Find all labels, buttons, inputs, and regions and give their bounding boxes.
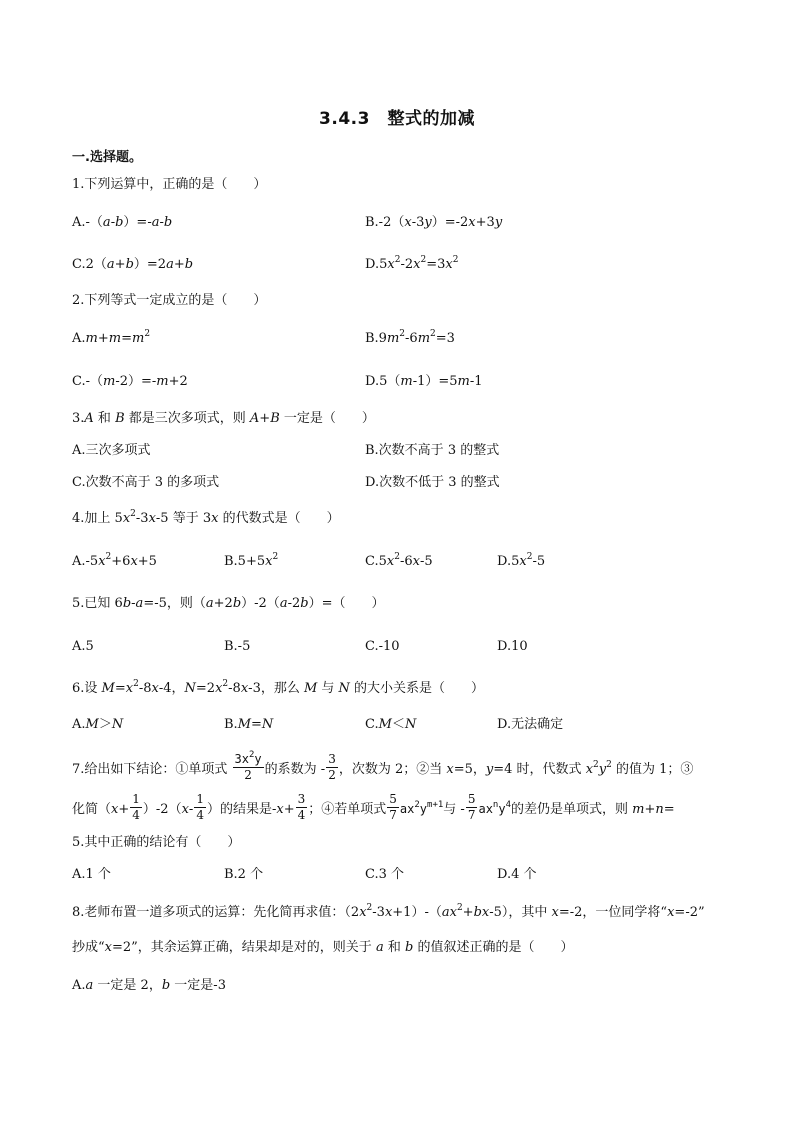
fraction: $\frac{3}{2}$ (328, 752, 336, 782)
question-3-stem: 3.A 和 B 都是三次多项式，则 A+B 一定是（ ） (72, 411, 375, 426)
question-6-option-c[interactable]: C.M＜N (365, 717, 417, 732)
fraction: $\frac{3x^2y}{2}$ (234, 750, 262, 782)
document-title: 3.4.3 整式的加减 (319, 109, 475, 129)
question-8-line-1: 8.老师布置一道多项式的运算：先化简再求值：$(2x^2-3x+1)-(ax^2+bx-5)$，其中 x=-2，一位同学将“x=-2” (72, 903, 705, 920)
question-1-option-c[interactable]: C.2（a+b）=2a+b (72, 257, 194, 272)
question-1-option-b[interactable]: B.-2（x-3y）=-2x+3y (365, 215, 503, 230)
fraction: $\frac{3}{4}$ (297, 792, 306, 822)
fraction: $\frac{5}{7}$ (389, 792, 397, 822)
section-heading: 一.选择题。 (72, 150, 142, 165)
question-7-option-b[interactable]: B.2 个 (224, 867, 264, 882)
fraction: $\frac{1}{4}$ (132, 792, 140, 822)
question-4-option-b[interactable]: $B.5+5x^2$ (224, 552, 279, 569)
question-7-line-3: 5.其中正确的结论有（ ） (72, 835, 241, 850)
question-7-option-a[interactable]: A.1 个 (72, 867, 111, 882)
question-4-option-a[interactable]: $A.-5x^2+6x+5$ (72, 552, 157, 569)
question-4-stem: 4.加上 $5x^2-3x-5$ 等于 3x 的代数式是（ ） (72, 509, 340, 526)
question-6-option-b[interactable]: B.M=N (224, 717, 274, 732)
question-7-option-d[interactable]: D.4 个 (497, 867, 537, 882)
question-4-option-c[interactable]: $C.5x^2-6x-5$ (365, 552, 433, 569)
question-8-line-2: 抄成“x=2”，其余运算正确，结果却是对的，则关于 a 和 b 的值叙述正确的是（ ） (72, 940, 574, 955)
question-3-option-d[interactable]: D.次数不低于 3 的整式 (365, 475, 500, 490)
fraction: $\frac{5}{7}$ (467, 792, 476, 822)
question-2-option-b[interactable]: $B.9m^2-6m^2=3$ (365, 329, 455, 346)
question-5-option-a[interactable]: A.5 (72, 639, 94, 654)
question-7-line-1: 7.给出如下结论：①单项式 $\frac{3x^2y}{2}$ 的系数为 - $\frac{3}{2}$ ，次数为 2；②当 x=5，y=4 时，代数式 $x^2y^2$ 的值为 1；③ (72, 750, 694, 782)
question-1-option-d[interactable]: $D.5x^2-2x^2=3x^2$ (365, 255, 459, 272)
question-8-option-a[interactable]: A.a 一定是 2，b 一定是-3 (72, 978, 226, 993)
question-2-option-a[interactable]: $A.m+m=m^2$ (72, 329, 151, 346)
question-2-stem: 2.下列等式一定成立的是（ ） (72, 293, 267, 308)
question-5-option-d[interactable]: D.10 (497, 639, 528, 654)
question-1-stem: 1.下列运算中，正确的是（ ） (72, 177, 267, 192)
question-6-option-a[interactable]: A.M＞N (72, 717, 124, 732)
question-3-option-c[interactable]: C.次数不高于 3 的多项式 (72, 475, 220, 490)
question-5-stem: 5.已知 6b-a=-5，则（a+2b）-2（a-2b）=（ ） (72, 596, 385, 611)
question-3-option-a[interactable]: A.三次多项式 (72, 443, 151, 458)
question-1-option-a[interactable]: A.-（a-b）=-a-b (72, 215, 173, 230)
question-5-option-c[interactable]: C.-10 (365, 639, 400, 654)
fraction: $\frac{1}{4}$ (196, 792, 204, 822)
question-6-stem: 6.设 $M=x^2-8x-4$，$N=2x^2-8x-3$，那么 M 与 N 的大小关系是（ ） (72, 679, 485, 696)
question-3-option-b[interactable]: B.次数不高于 3 的整式 (365, 443, 500, 458)
question-4-option-d[interactable]: $D.5x^2-5$ (497, 552, 546, 569)
question-7-line-2: 化简（x+ $\frac{1}{4}$ ）-2（x- $\frac{1}{4}$ ）的结果是-x+ $\frac{3}{4}$ ；④若单项式 $\frac{5}{7}$ $ax^2y^{m+1}$与 - $\frac{5}{7}$ $ax^ny^4$的差仍是单项式，则 m+n= (72, 792, 675, 822)
question-5-option-b[interactable]: B.-5 (224, 639, 251, 654)
question-6-option-d[interactable]: D.无法确定 (497, 717, 564, 732)
question-2-option-d[interactable]: D.5（m-1）=5m-1 (365, 374, 483, 389)
question-2-option-c[interactable]: C.-（m-2）=-m+2 (72, 374, 188, 389)
question-7-option-c[interactable]: C.3 个 (365, 867, 405, 882)
